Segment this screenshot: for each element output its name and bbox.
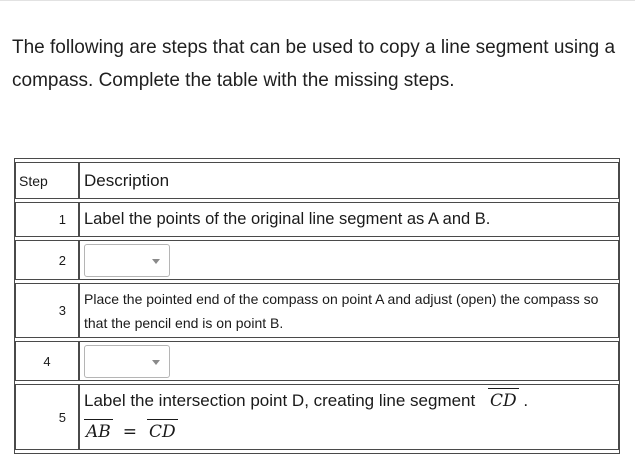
segment-ab: AB xyxy=(84,419,113,442)
table-row xyxy=(15,240,619,280)
steps-table xyxy=(14,158,620,454)
top-divider xyxy=(0,0,635,1)
chevron-down-icon xyxy=(152,259,160,264)
step-description: Label the points of the original line segment as A and B. xyxy=(79,202,619,237)
segment-cd-2: CD xyxy=(147,419,178,442)
step-number: 2 xyxy=(58,252,66,268)
step-2-dropdown[interactable] xyxy=(84,244,170,277)
header-description: Description xyxy=(79,162,619,199)
table-row xyxy=(15,202,619,237)
segment-cd: CD xyxy=(488,388,519,411)
period: . xyxy=(523,391,529,410)
step-number: 5 xyxy=(58,409,66,425)
step-4-dropdown[interactable] xyxy=(84,345,170,378)
step-description: Label the intersection point D, creating line segment xyxy=(84,391,476,410)
step-number: 1 xyxy=(58,212,66,227)
chevron-down-icon xyxy=(152,360,160,365)
step-description: Place the pointed end of the compass on point A and adjust (open) the compass so that the pencil end is on point B. xyxy=(79,283,619,338)
table-row xyxy=(15,341,619,381)
equals-sign: = xyxy=(122,422,138,442)
table-row xyxy=(15,283,619,338)
congruence-statement xyxy=(84,416,618,448)
step-number: 3 xyxy=(58,303,66,318)
question-text: The following are steps that can be used to copy a line segment using a compass. Complete the table with the missing steps. xyxy=(12,37,616,91)
header-step: Step xyxy=(15,162,79,199)
table-header-row xyxy=(15,162,619,199)
step-number: 4 xyxy=(43,353,51,369)
table-row xyxy=(15,384,619,450)
